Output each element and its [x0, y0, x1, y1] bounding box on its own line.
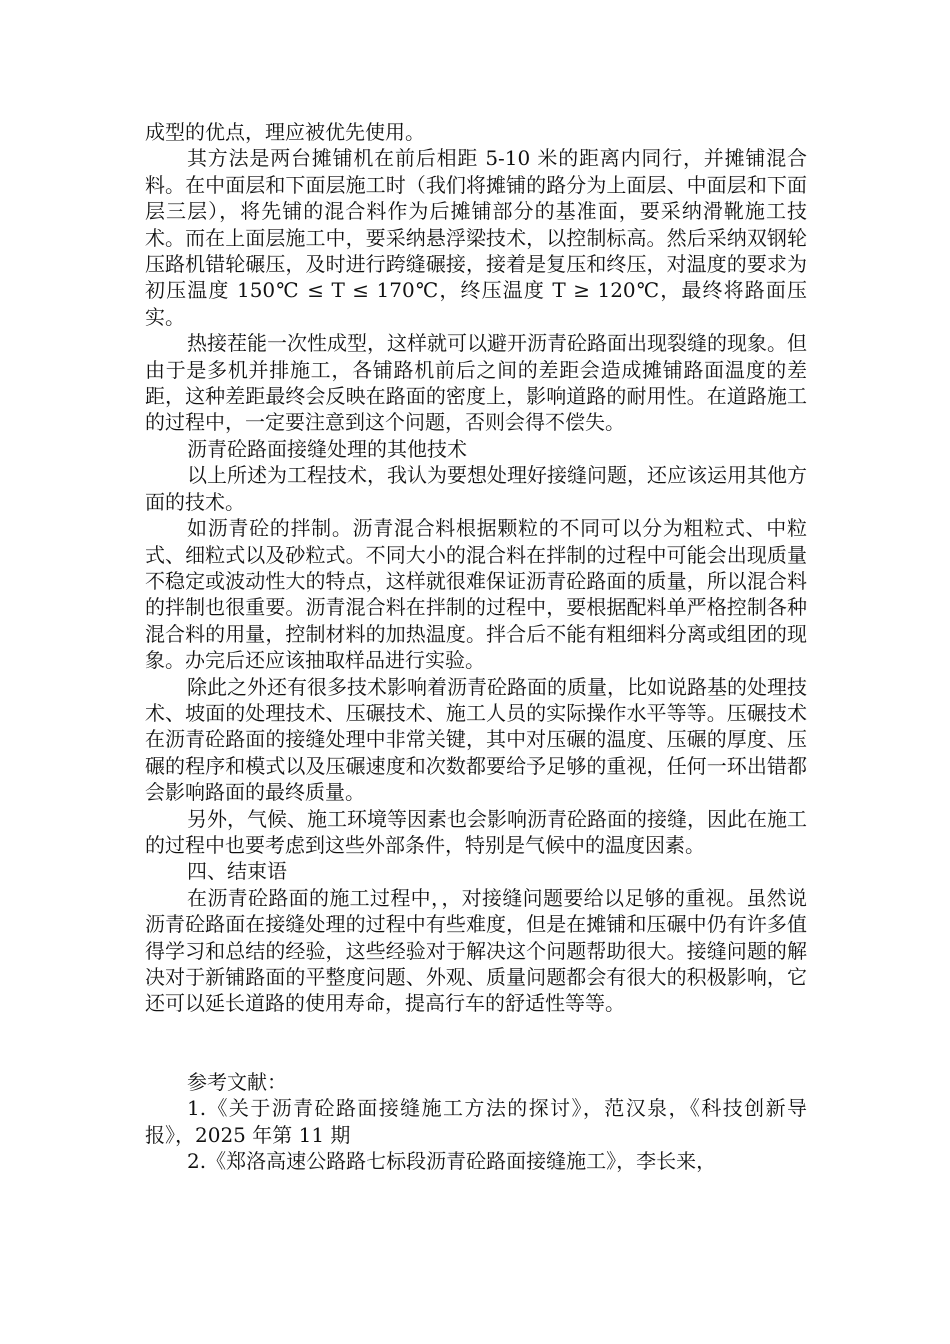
paragraph: 另外，气候、施工环境等因素也会影响沥青砼路面的接缝，因此在施工的过程中也要考虑到这些外部条件，特别是气候中的温度因素。: [145, 806, 807, 857]
section-heading: 沥青砼路面接缝处理的其他技术: [187, 436, 467, 461]
paragraph: 在沥青砼路面的施工过程中，，对接缝问题要给以足够的重视。虽然说沥青砼路面在接缝处理的过程中有些难度，但是在摊铺和压碾中仍有许多值得学习和总结的经验，这些经验对于解决这个问题帮助很大。接缝问题的解决对于新铺路面的平整度问题、外观、质量问题都会有很大的积极影响，它还可以延长道路的使用寿命，提高行车的舒适性等等。: [145, 885, 807, 1016]
section-heading: 四、结束语: [187, 859, 287, 884]
paragraph: 除此之外还有很多技术影响着沥青砼路面的质量，比如说路基的处理技术、坡面的处理技术、压碾技术、施工人员的实际操作水平等等。压碾技术在沥青砼路面的接缝处理中非常关键，其中对压碾的温度、压碾的厚度、压碾的程序和模式以及压碾速度和次数都要给予足够的重视，任何一环出错都会影响路面的最终质量。: [145, 674, 807, 805]
reference-item: 2.《郑洛高速公路路七标段沥青砼路面接缝施工》，李长来，: [187, 1149, 717, 1174]
references-heading: 参考文献：: [187, 1069, 287, 1094]
paragraph: 其方法是两台摊铺机在前后相距 5-10 米的距离内同行，并摊铺混合料。在中面层和下面层施工时（我们将摊铺的路分为上面层、中面层和下面层三层），将先铺的混合料作为后摊铺部分的基准面，要采纳滑靴施工技术。而在上面层施工中，要采纳悬浮梁技术，以控制标高。然后采纳双钢轮压路机错轮碾压，及时进行跨缝碾接，接着是复压和终压，对温度的要求为初压温度 150℃ ≤ T ≤ 170℃，终压温度 T ≥ 120℃，最终将路面压实。: [145, 146, 807, 329]
paragraph: 热接茬能一次性成型，这样就可以避开沥青砼路面出现裂缝的现象。但由于是多机并排施工，各铺路机前后之间的差距会造成摊铺路面温度的差距，这种差距最终会反映在路面的密度上，影响道路的耐用性。在道路施工的过程中，一定要注意到这个问题，否则会得不偿失。: [145, 331, 807, 435]
document-page: [145, 119, 807, 1174]
spacer: [145, 1017, 807, 1069]
paragraph: 如沥青砼的拌制。沥青混合料根据颗粒的不同可以分为粗粒式、中粒式、细粒式以及砂粒式。不同大小的混合料在拌制的过程中可能会出现质量不稳定或波动性大的特点，这样就很难保证沥青砼路面的质量，所以混合料的拌制也很重要。沥青混合料在拌制的过程中，要根据配料单严格控制各种混合料的用量，控制材料的加热温度。拌合后不能有粗细料分离或组团的现象。办完后还应该抽取样品进行实验。: [145, 516, 807, 673]
reference-item: 1.《关于沥青砼路面接缝施工方法的探讨》，范汉泉，《科技创新导报》，2025 年第 11 期: [145, 1096, 807, 1147]
paragraph: 成型的优点，理应被优先使用。: [145, 120, 425, 144]
paragraph: 以上所述为工程技术，我认为要想处理好接缝问题，还应该运用其他方面的技术。: [145, 463, 807, 514]
